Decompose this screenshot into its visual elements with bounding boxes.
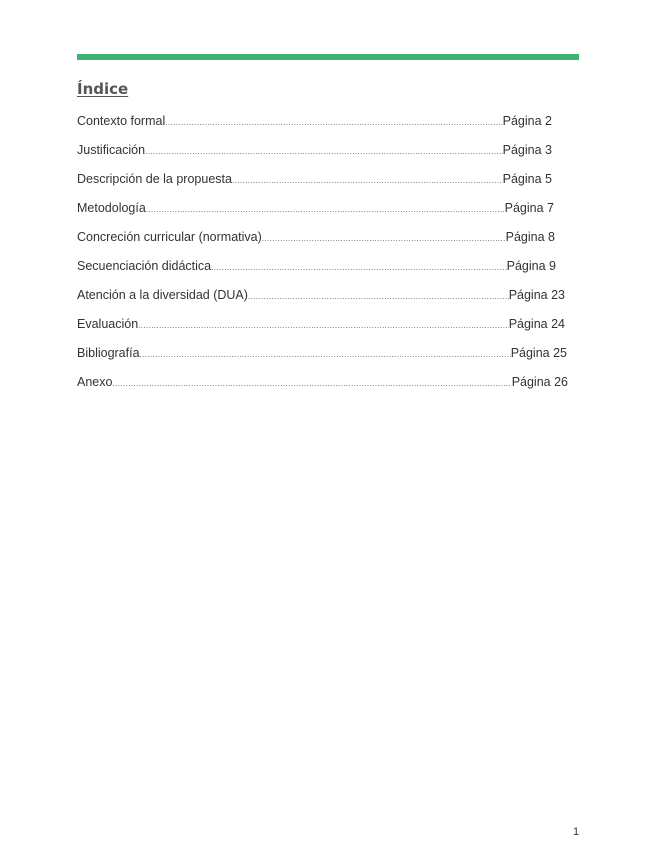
- toc-item-page: Página 23: [508, 288, 565, 302]
- toc-item-page: Página 26: [511, 375, 568, 389]
- toc-item-title: Secuenciación didáctica: [77, 259, 212, 273]
- dot-leader: [146, 205, 505, 214]
- toc-item-title: Contexto formal: [77, 114, 166, 128]
- toc-item-page: Página 5: [502, 172, 552, 186]
- toc-item-page: Página 2: [502, 114, 552, 128]
- dot-leader: [138, 321, 509, 330]
- toc-item-evaluacion[interactable]: [77, 317, 565, 346]
- toc-item-secuenciacion[interactable]: [77, 259, 556, 288]
- toc-item-contexto-formal[interactable]: [77, 114, 552, 143]
- toc-item-descripcion[interactable]: [77, 172, 552, 201]
- page-number: 1: [573, 826, 580, 838]
- dot-leader: [262, 234, 506, 243]
- toc-item-title: Atención a la diversidad (DUA): [77, 288, 248, 302]
- toc-item-bibliografia[interactable]: [77, 346, 567, 375]
- toc-item-page: Página 8: [505, 230, 555, 244]
- toc-item-title: Descripción de la propuesta: [77, 172, 232, 186]
- toc-item-page: Página 25: [510, 346, 567, 360]
- dot-leader: [145, 147, 503, 156]
- toc-item-page: Página 7: [504, 201, 554, 215]
- toc-item-metodologia[interactable]: [77, 201, 554, 230]
- toc-item-title: Anexo: [77, 375, 113, 389]
- toc-item-title: Bibliografía: [77, 346, 140, 360]
- toc-item-atencion-diversidad[interactable]: [77, 288, 565, 317]
- toc-item-title: Evaluación: [77, 317, 139, 331]
- toc-item-concrecion-curricular[interactable]: [77, 230, 555, 259]
- header-accent-rule: [77, 54, 579, 60]
- dot-leader: [165, 118, 502, 127]
- toc-item-page: Página 24: [508, 317, 565, 331]
- toc-item-anexo[interactable]: [77, 375, 568, 404]
- toc-item-page: Página 3: [502, 143, 552, 157]
- dot-leader: [232, 176, 503, 185]
- dot-leader: [248, 292, 509, 301]
- table-of-contents: [77, 114, 568, 404]
- toc-item-title: Metodología: [77, 201, 146, 215]
- toc-item-page: Página 9: [506, 259, 556, 273]
- toc-heading: Índice: [77, 80, 129, 98]
- toc-item-justificacion[interactable]: [77, 143, 552, 172]
- toc-item-title: Concreción curricular (normativa): [77, 230, 262, 244]
- dot-leader: [140, 350, 511, 359]
- dot-leader: [112, 379, 511, 388]
- toc-item-title: Justificación: [77, 143, 146, 157]
- dot-leader: [211, 263, 507, 272]
